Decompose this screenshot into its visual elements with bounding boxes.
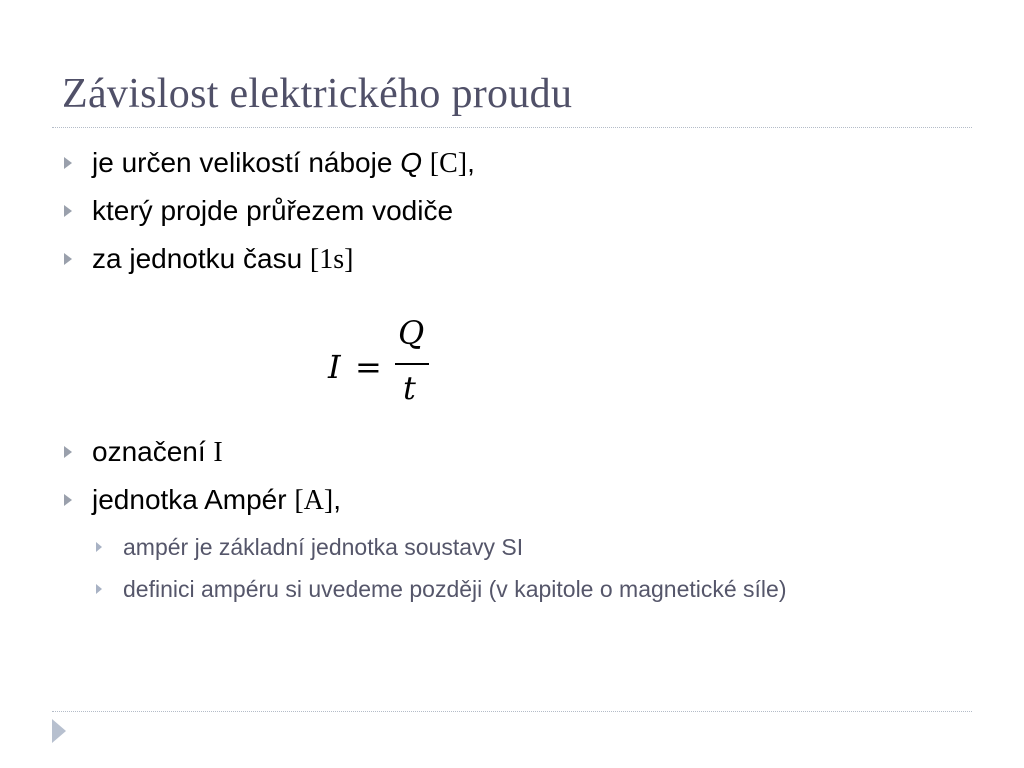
slide-title: Závislost elektrického proudu: [62, 71, 573, 117]
next-slide-arrow-icon[interactable]: [52, 719, 66, 743]
unit-coulomb: [C]: [429, 148, 468, 179]
formula-current-symbol: I: [328, 348, 341, 386]
triangle-right-bullet-icon: [64, 157, 72, 169]
fraction-bar: [395, 363, 429, 365]
bullet-text: který projde průřezem vodiče: [92, 195, 454, 226]
bullet-text: označení: [92, 436, 214, 467]
triangle-right-bullet-icon: [64, 253, 72, 265]
bullet-text: jednotka Ampér: [92, 484, 295, 515]
title-divider: [52, 127, 972, 128]
triangle-right-sub-bullet-icon: [96, 542, 102, 552]
unit-ampere: [A]: [294, 485, 334, 516]
formula-denominator: t: [403, 369, 416, 407]
slide: Závislost elektrického proudu je určen velikostí náboje Q [C], který projde průřezem vodiče za jednotku času [1s] I = Q t označení I jednotka Ampér [A], ampér je základní jednotka soustavy SI definici ampéru si uvedeme později (v kapitole o magnetické síle): [0, 0, 1024, 768]
formula-numerator: Q: [398, 314, 425, 352]
footer-divider: [52, 711, 972, 712]
current-symbol: I: [213, 437, 223, 468]
sub-bullet-text: ampér je základní jednotka soustavy SI: [123, 534, 524, 560]
triangle-right-bullet-icon: [64, 205, 72, 217]
charge-symbol: Q: [400, 147, 422, 178]
unit-second: [1s]: [309, 244, 354, 275]
bullet-text: je určen velikostí náboje: [92, 147, 401, 178]
sub-bullet-text: definici ampéru si uvedeme později (v kapitole o magnetické síle): [123, 576, 787, 602]
current-formula: [325, 316, 445, 416]
triangle-right-sub-bullet-icon: [96, 584, 102, 594]
triangle-right-bullet-icon: [64, 494, 72, 506]
formula-equals: =: [355, 348, 382, 386]
triangle-right-bullet-icon: [64, 446, 72, 458]
bullet-text: za jednotku času: [92, 243, 310, 274]
